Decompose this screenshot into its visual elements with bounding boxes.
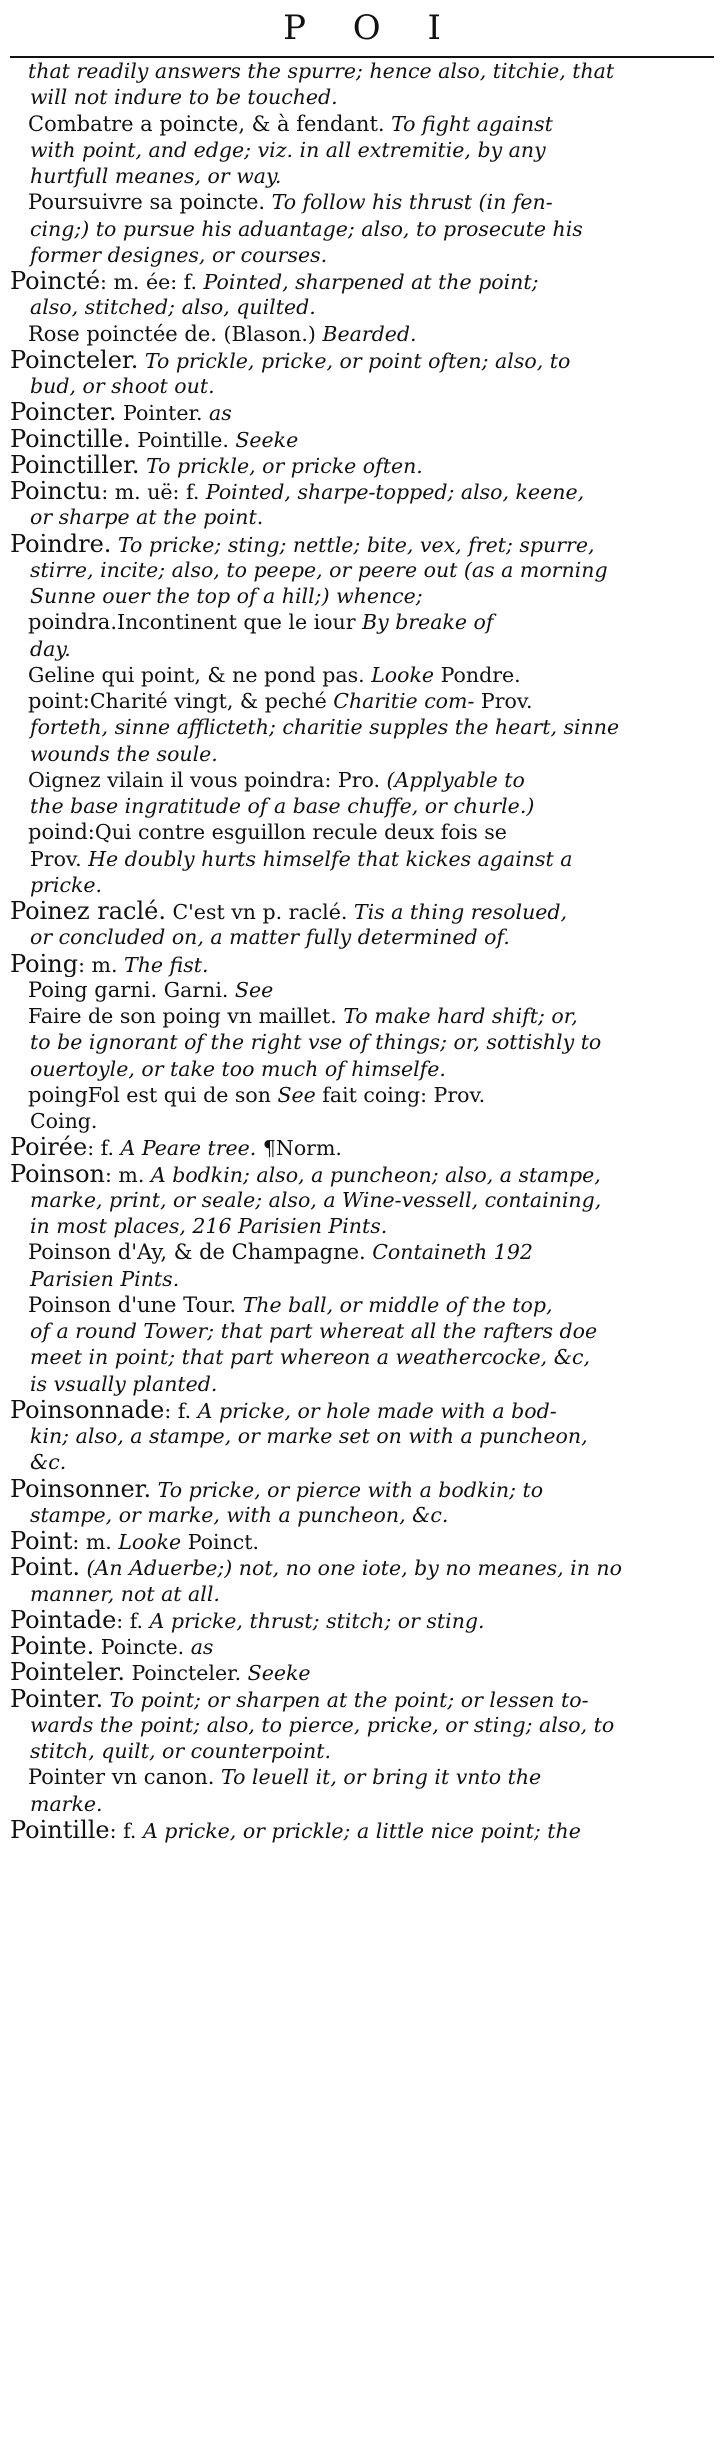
definition-text: bud, or shoot out. xyxy=(30,374,215,398)
definition-text: cing;) to pursue his aduantage; also, to prosecute his xyxy=(30,216,583,241)
entry-line xyxy=(10,1581,714,1607)
definition-text: To prickle, pricke, or point often; also, to xyxy=(138,348,571,373)
entry-line xyxy=(10,819,714,845)
dictionary-subentry xyxy=(10,767,714,820)
roman-text: : f. xyxy=(109,1818,137,1843)
dictionary-entry xyxy=(10,452,714,478)
definition-text: He doubly hurts himselfe that kickes against a xyxy=(81,846,573,871)
headword: Combatre a poincte, & à fendant. xyxy=(28,111,385,136)
roman-text: Pointille. xyxy=(130,427,229,452)
headword: Poincter. xyxy=(10,399,117,426)
entry-line xyxy=(10,1134,714,1160)
definition-text: wounds the soule. xyxy=(30,741,218,766)
roman-text: Poincteler. xyxy=(124,1661,242,1686)
entry-line xyxy=(10,1371,714,1397)
headword: Poing xyxy=(10,950,79,977)
entry-line xyxy=(10,1659,714,1685)
headword: Poinsonner. xyxy=(10,1475,152,1502)
definition-text: Seeke xyxy=(228,427,299,452)
roman-text: (Blason.) xyxy=(216,321,316,346)
entry-line xyxy=(10,452,714,478)
definition-text: See xyxy=(228,977,274,1002)
dictionary-entry xyxy=(10,1528,714,1554)
roman-text: : f. xyxy=(116,1608,144,1633)
entry-line xyxy=(10,1449,714,1475)
entry-line xyxy=(10,111,714,137)
entry-line xyxy=(10,373,714,399)
roman-text: Pointer. xyxy=(116,401,203,426)
roman-text: : m. ée: f. xyxy=(100,270,198,294)
entry-line xyxy=(10,504,714,530)
definition-text: meet in point; that part whereon a weathercocke, &c, xyxy=(30,1345,590,1370)
dictionary-entry xyxy=(10,347,714,400)
entry-line xyxy=(10,268,714,294)
definition-text: To make hard shift; or, xyxy=(336,1004,578,1028)
headword: Poinsonnade xyxy=(10,1396,165,1423)
entry-line xyxy=(10,872,714,898)
definition-text: Sunne ouer the top of a hill;) whence; xyxy=(30,584,423,608)
dictionary-entry xyxy=(10,1817,714,1843)
definition-text: A pricke, or prickle; a little nice point; the xyxy=(136,1818,581,1843)
roman-text: C'est vn p. raclé. xyxy=(165,900,348,924)
headword: poing xyxy=(28,1082,88,1107)
roman-text: : f. xyxy=(87,1136,114,1161)
entry-line xyxy=(10,531,714,557)
definition-text: manner, not at all. xyxy=(30,1581,220,1606)
roman-text: Incontinent que le iour xyxy=(117,610,363,635)
headword: Point xyxy=(10,1528,73,1555)
dictionary-entry xyxy=(10,1397,714,1476)
definition-text: will not indure to be touched. xyxy=(30,85,338,110)
dictionary-subentry xyxy=(10,819,714,898)
entry-line xyxy=(10,321,714,347)
definition-text: Seeke xyxy=(241,1661,311,1686)
entry-line xyxy=(10,846,714,872)
definition-text: or concluded on, a matter fully determined of. xyxy=(30,925,510,950)
entry-line xyxy=(10,1003,714,1029)
definition-text: By breake of xyxy=(362,610,494,635)
definition-text: Parisien Pints. xyxy=(30,1266,180,1291)
roman-text: fait coing: Prov. xyxy=(315,1082,486,1107)
roman-text: : m. xyxy=(72,1530,112,1554)
entry-line xyxy=(10,1791,714,1817)
entry-line xyxy=(10,58,714,84)
entry-list xyxy=(0,58,724,1843)
dictionary-subentry xyxy=(10,111,714,190)
roman-text: Prov. xyxy=(474,689,533,713)
dictionary-entry xyxy=(10,1134,714,1160)
roman-text: : m. xyxy=(78,952,118,977)
definition-text: To pricke; sting; nettle; bite, vex, fret; spurre, xyxy=(111,532,595,557)
headword: Poinson d'Ay, & de Champagne. xyxy=(28,1240,366,1265)
definition-text: pricke. xyxy=(30,872,103,897)
dictionary-entry xyxy=(10,531,714,610)
entry-line xyxy=(10,163,714,189)
roman-text: Poincte. xyxy=(94,1635,185,1659)
dictionary-entry xyxy=(10,951,714,977)
headword: point: xyxy=(28,689,90,713)
entry-line xyxy=(10,924,714,950)
definition-text: Pointed, sharpened at the point; xyxy=(197,270,539,294)
definition-text: To prickle, or pricke often. xyxy=(139,453,423,478)
roman-text: Coing. xyxy=(30,1109,98,1133)
dictionary-subentry xyxy=(10,1764,714,1817)
definition-text: A bodkin; also, a puncheon; also, a stampe, xyxy=(144,1162,601,1187)
headword: Poincté xyxy=(10,268,101,295)
roman-text: Garni. xyxy=(157,977,229,1002)
entry-line xyxy=(10,399,714,425)
entry-line xyxy=(10,1764,714,1790)
entry-line xyxy=(10,1502,714,1528)
entry-line xyxy=(10,1397,714,1423)
roman-text: Pondre. xyxy=(434,662,521,687)
headword: Poinctiller. xyxy=(10,451,140,478)
roman-text: Poinct. xyxy=(181,1530,259,1554)
entry-line xyxy=(10,1344,714,1370)
roman-text: : f. xyxy=(164,1398,192,1423)
roman-text: Charité vingt, & peché xyxy=(89,689,334,713)
entry-line xyxy=(10,767,714,793)
entry-line xyxy=(10,1029,714,1055)
definition-text: To follow his thrust (in fen- xyxy=(265,190,553,215)
entry-line xyxy=(10,636,714,662)
dictionary-entry xyxy=(10,1633,714,1659)
headword: Pointer. xyxy=(10,1685,104,1712)
entry-line xyxy=(10,189,714,215)
definition-text: A pricke, thrust; stitch; or sting. xyxy=(143,1608,485,1633)
entry-line xyxy=(10,1528,714,1554)
dictionary-entry xyxy=(10,478,714,531)
entry-line xyxy=(10,137,714,163)
entry-line xyxy=(10,1686,714,1712)
headword: Pointer vn canon. xyxy=(28,1765,215,1790)
roman-text: Prov. xyxy=(30,846,82,871)
page-header xyxy=(0,0,724,56)
roman-text: : m. xyxy=(104,1162,145,1187)
entry-line xyxy=(10,1712,714,1738)
headword: Rose poinctée de. xyxy=(28,321,217,346)
dictionary-subentry xyxy=(10,662,714,688)
entry-line xyxy=(10,1239,714,1265)
definition-text: To point; or sharpen at the point; or lessen to- xyxy=(103,1687,589,1712)
headword: Poursuivre sa poincte. xyxy=(28,190,266,215)
dictionary-subentry xyxy=(10,1003,714,1082)
roman-text: Qui contre esguillon recule deux fois se xyxy=(94,820,507,845)
headword: Pointeler. xyxy=(10,1659,125,1686)
roman-text: Oignez vilain il vous poindra: Pro. xyxy=(28,767,381,792)
entry-line xyxy=(10,426,714,452)
dictionary-entry xyxy=(10,1161,714,1240)
entry-line xyxy=(10,1476,714,1502)
definition-text: as xyxy=(202,401,232,426)
definition-text: To fight against xyxy=(384,111,553,136)
dictionary-subentry xyxy=(10,977,714,1003)
dictionary-entry xyxy=(10,399,714,425)
roman-text: Geline qui point, & ne pond pas. xyxy=(28,662,365,687)
headword: Poinctu xyxy=(10,478,102,505)
entry-line xyxy=(10,1607,714,1633)
entry-line xyxy=(10,1292,714,1318)
headword: Poinson d'une Tour. xyxy=(28,1292,237,1317)
entry-line xyxy=(10,1554,714,1580)
entry-line xyxy=(10,609,714,635)
entry-line xyxy=(10,1082,714,1108)
dictionary-entry xyxy=(10,1554,714,1607)
definition-text: See xyxy=(277,1082,316,1107)
entry-line xyxy=(10,1817,714,1843)
definition-text: The ball, or middle of the top, xyxy=(236,1292,553,1317)
definition-text: &c. xyxy=(30,1450,67,1475)
dictionary-entry xyxy=(10,1659,714,1685)
entry-line xyxy=(10,714,714,740)
headword: Poinson xyxy=(10,1160,105,1187)
entry-line xyxy=(10,1108,714,1134)
entry-line xyxy=(10,557,714,583)
dictionary-entry xyxy=(10,1476,714,1529)
entry-line xyxy=(10,1187,714,1213)
headword: Poincteler. xyxy=(10,346,139,373)
definition-text: Pointed, sharpe-topped; also, keene, xyxy=(199,480,585,504)
entry-line xyxy=(10,84,714,110)
dictionary-subentry xyxy=(10,1292,714,1397)
entry-line xyxy=(10,294,714,320)
definition-text: Looke xyxy=(111,1530,182,1554)
headword: poind: xyxy=(28,820,95,845)
definition-text: is vsually planted. xyxy=(30,1371,218,1396)
entry-line xyxy=(10,1633,714,1659)
headword: Poing garni. xyxy=(28,977,158,1002)
definition-text: in most places, 216 Parisien Pints. xyxy=(30,1214,388,1238)
definition-text: the base ingratitude of a base chuffe, or churle.) xyxy=(30,794,535,818)
entry-line xyxy=(10,583,714,609)
roman-text: ¶Norm. xyxy=(256,1136,342,1161)
entry-line xyxy=(10,662,714,688)
dictionary-subentry xyxy=(10,58,714,111)
roman-text: Fol est qui de son xyxy=(87,1082,278,1107)
definition-text: that readily answers the spurre; hence also, titchie, that xyxy=(28,59,615,83)
definition-text: Containeth 192 xyxy=(365,1240,533,1265)
definition-text: also, stitched; also, quilted. xyxy=(30,295,316,320)
definition-text: (An Aduerbe;) not, no one iote, by no meanes, in no xyxy=(80,1556,622,1581)
definition-text: day. xyxy=(30,636,71,661)
definition-text: stitch, quilt, or counterpoint. xyxy=(30,1739,332,1763)
definition-text: marke, print, or seale; also, a Wine-vessell, containing, xyxy=(30,1187,602,1212)
entry-line xyxy=(10,951,714,977)
entry-line xyxy=(10,1213,714,1239)
dictionary-subentry xyxy=(10,321,714,347)
headword: Pointille xyxy=(10,1816,110,1843)
entry-line xyxy=(10,1056,714,1082)
definition-text: forteth, sinne afflicteth; charitie supples the heart, sinne xyxy=(30,715,620,740)
definition-text: hurtfull meanes, or way. xyxy=(30,164,282,188)
entry-line xyxy=(10,977,714,1003)
headword: Poindre. xyxy=(10,530,112,557)
definition-text: as xyxy=(184,1635,214,1659)
definition-text: Charitie com- xyxy=(333,689,475,713)
dictionary-entry xyxy=(10,268,714,321)
roman-text: Faire de son poing vn maillet. xyxy=(28,1004,337,1028)
entry-line xyxy=(10,741,714,767)
dictionary-subentry xyxy=(10,688,714,767)
entry-line xyxy=(10,347,714,373)
definition-text: The fist. xyxy=(117,952,209,977)
definition-text: of a round Tower; that part whereat all the rafters doe xyxy=(30,1319,598,1343)
headword: Point. xyxy=(10,1554,81,1581)
definition-text: Tis a thing resolued, xyxy=(347,900,568,924)
entry-line xyxy=(10,242,714,268)
entry-line xyxy=(10,1738,714,1764)
dictionary-subentry xyxy=(10,1082,714,1135)
definition-text: with point, and edge; viz. in all extremitie, by any xyxy=(30,137,546,162)
entry-line xyxy=(10,216,714,242)
definition-text: Looke xyxy=(364,662,435,687)
definition-text: Bearded. xyxy=(315,321,417,346)
headword: Poinctille. xyxy=(10,425,131,452)
definition-text: marke. xyxy=(30,1791,103,1816)
dictionary-entry xyxy=(10,898,714,951)
dictionary-subentry xyxy=(10,189,714,268)
definition-text: To pricke, or pierce with a bodkin; to xyxy=(151,1477,544,1502)
definition-text: (Applyable to xyxy=(380,767,525,792)
definition-text: stirre, incite; also, to peepe, or peere out (as a morning xyxy=(30,557,608,582)
definition-text: or sharpe at the point. xyxy=(30,505,264,530)
dictionary-subentry xyxy=(10,1239,714,1292)
dictionary-entry xyxy=(10,426,714,452)
definition-text: To leuell it, or bring it vnto the xyxy=(214,1765,542,1790)
headword: Pointade xyxy=(10,1606,117,1633)
definition-text: former designes, or courses. xyxy=(30,242,328,267)
headword: Poinez raclé. xyxy=(10,898,166,925)
entry-line xyxy=(10,1423,714,1449)
dictionary-entry xyxy=(10,1607,714,1633)
definition-text: A pricke, or hole made with a bod- xyxy=(191,1398,557,1423)
headword: Poirée xyxy=(10,1134,88,1161)
entry-line xyxy=(10,478,714,504)
dictionary-entry xyxy=(10,1686,714,1765)
definition-text: ouertoyle, or take too much of himselfe. xyxy=(30,1056,446,1081)
definition-text: to be ignorant of the right vse of things; or, sottishly to xyxy=(30,1030,602,1055)
entry-line xyxy=(10,1318,714,1344)
entry-line xyxy=(10,898,714,924)
dictionary-subentry xyxy=(10,609,714,662)
entry-line xyxy=(10,1161,714,1187)
page-title: P O I xyxy=(283,8,459,48)
definition-text: wards the point; also, to pierce, pricke, or sting; also, to xyxy=(30,1712,615,1737)
roman-text: : m. uë: f. xyxy=(101,480,200,504)
entry-line xyxy=(10,1266,714,1292)
headword: poindra. xyxy=(28,610,118,635)
headword: Pointe. xyxy=(10,1633,95,1660)
entry-line xyxy=(10,793,714,819)
definition-text: kin; also, a stampe, or marke set on with a puncheon, xyxy=(30,1424,588,1448)
definition-text: A Peare tree. xyxy=(113,1136,257,1161)
definition-text: stampe, or marke, with a puncheon, &c. xyxy=(30,1502,449,1527)
entry-line xyxy=(10,688,714,714)
